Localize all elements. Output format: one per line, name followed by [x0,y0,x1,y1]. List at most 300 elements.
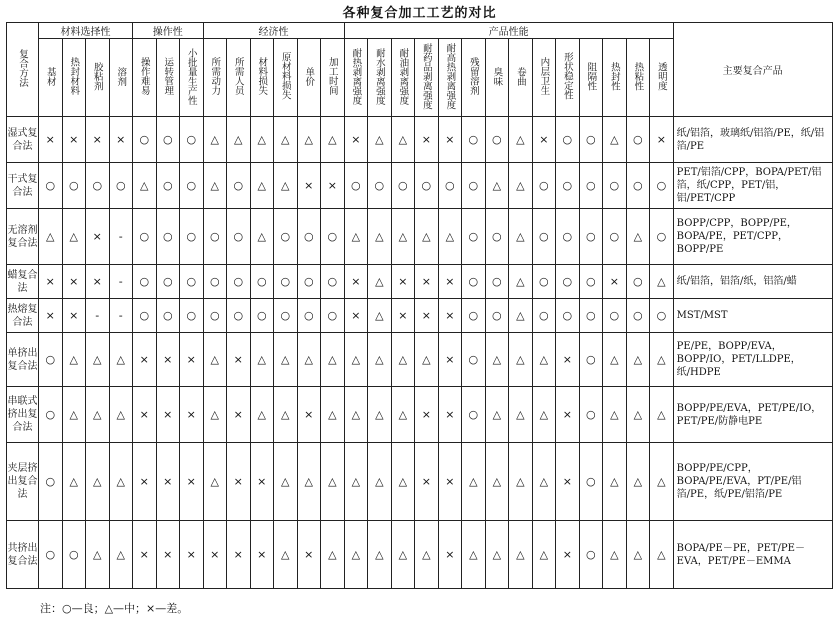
rating-symbol: ○ [468,407,479,421]
rating-cell [485,333,509,387]
rating-cell [391,333,415,387]
rating-cell [180,299,204,333]
rating-symbol: × [163,547,173,561]
rating-symbol: △ [633,547,643,561]
column-header-label: 耐水剥离强度 [373,47,385,105]
table-row [7,163,833,209]
rating-symbol: ○ [256,274,267,288]
method-cell: 串联式挤出复合法 [7,387,39,443]
rating-cell [297,163,321,209]
rating-cell [297,387,321,443]
rating-cell [415,333,439,387]
rating-symbol: △ [492,407,502,421]
rating-cell [250,209,274,265]
rating-cell [532,333,556,387]
rating-symbol: ○ [45,547,56,561]
column-header-label: 运转管理 [162,57,174,95]
rating-symbol: - [95,308,100,322]
rating-cell [203,117,227,163]
rating-symbol: △ [116,352,125,366]
rating-cell [509,521,533,589]
rating-symbol: ○ [45,352,56,366]
rating-cell [391,265,415,299]
rating-symbol: ○ [139,132,150,146]
rating-cell [650,333,674,387]
column-header-label: 热粘性 [632,61,644,91]
rating-symbol: × [304,547,314,561]
rating-cell [62,299,86,333]
rating-symbol: △ [516,474,525,488]
rating-cell [344,521,368,589]
rating-symbol: ○ [186,274,197,288]
rating-cell [62,443,86,521]
rating-symbol: △ [516,274,525,288]
rating-cell [39,299,63,333]
rating-symbol: × [163,474,173,488]
rating-symbol: ○ [256,308,267,322]
rating-symbol: ○ [445,178,455,192]
rating-cell [603,387,627,443]
rating-symbol: × [539,132,549,146]
rating-symbol: △ [375,308,384,322]
rating-symbol: △ [633,407,643,421]
table-title: 各种复合加工工艺的对比 [342,6,497,21]
column-header [297,39,321,117]
rating-cell [250,443,274,521]
rating-symbol: △ [657,474,666,488]
rating-symbol: ○ [633,132,643,146]
rating-cell [509,163,533,209]
rating-cell [156,333,180,387]
rating-cell [509,333,533,387]
rating-cell [203,265,227,299]
rating-symbol: △ [210,178,219,192]
rating-cell [485,209,509,265]
rating-symbol: ○ [233,308,244,322]
rating-cell [368,209,392,265]
rating-cell [39,117,63,163]
column-header [274,39,298,117]
rating-symbol: × [351,132,361,146]
column-header [180,39,204,117]
product-header: 主要复合产品 [673,23,832,117]
rating-symbol: ○ [609,308,620,322]
rating-symbol: ○ [633,274,643,288]
rating-cell [485,163,509,209]
rating-symbol: ○ [586,229,596,243]
rating-cell [485,299,509,333]
rating-symbol: × [45,308,55,322]
rating-cell [297,299,321,333]
rating-symbol: △ [210,474,219,488]
rating-cell [344,333,368,387]
rating-cell [274,443,298,521]
column-header-label: 热封材料 [68,57,80,95]
rating-symbol: × [139,474,149,488]
rating-cell [603,443,627,521]
rating-cell [532,163,556,209]
rating-symbol: △ [93,352,102,366]
rating-cell [626,443,650,521]
rating-symbol: △ [351,547,361,561]
rating-cell [462,117,486,163]
rating-cell [321,209,345,265]
rating-symbol: △ [516,352,525,366]
rating-cell [156,387,180,443]
group-operation: 操作性 [133,23,204,39]
method-cell: 夹层挤出复合法 [7,443,39,521]
rating-cell [297,521,321,589]
rating-cell [297,117,321,163]
rating-cell [391,209,415,265]
rating-symbol: △ [539,474,549,488]
column-header-label: 卷曲 [514,66,526,86]
rating-cell [274,163,298,209]
rating-cell [62,163,86,209]
rating-symbol: △ [210,407,219,421]
rating-symbol: △ [610,547,619,561]
product-cell: 纸/铝箔，玻璃纸/铝箔/PE，纸/铝箔/PE [673,117,832,163]
rating-symbol: ○ [586,132,596,146]
method-cell: 单挤出复合法 [7,333,39,387]
column-header [391,39,415,117]
rating-cell [415,387,439,443]
column-header [650,39,674,117]
rating-cell [133,117,157,163]
rating-symbol: △ [116,474,125,488]
rating-symbol: × [421,132,431,146]
table-row [7,387,833,443]
rating-cell [579,209,603,265]
rating-symbol: × [445,474,455,488]
rating-symbol: △ [281,407,290,421]
rating-cell [368,521,392,589]
column-header [509,39,533,117]
rating-cell [626,117,650,163]
rating-cell [626,333,650,387]
rating-cell [86,299,110,333]
rating-symbol: △ [492,547,502,561]
column-header-label: 透明度 [655,61,667,91]
rating-cell [438,387,462,443]
rating-cell [274,209,298,265]
rating-cell [227,333,251,387]
rating-cell [603,117,627,163]
rating-cell [39,333,63,387]
rating-symbol: △ [375,229,384,243]
rating-symbol: × [398,308,408,322]
rating-symbol: △ [351,407,361,421]
table-row [7,117,833,163]
rating-cell [86,117,110,163]
rating-symbol: × [233,547,243,561]
rating-symbol: ○ [139,308,150,322]
rating-cell [203,163,227,209]
column-header [368,39,392,117]
rating-symbol: △ [328,547,337,561]
rating-cell [438,209,462,265]
rating-cell [180,443,204,521]
rating-cell [297,443,321,521]
rating-symbol: × [609,274,619,288]
rating-cell [415,443,439,521]
rating-symbol: ○ [139,274,150,288]
rating-cell [109,333,133,387]
rating-cell [485,387,509,443]
column-header [203,39,227,117]
rating-symbol: ○ [656,308,667,322]
rating-cell [133,265,157,299]
rating-symbol: ○ [539,178,549,192]
rating-cell [321,521,345,589]
rating-symbol: △ [422,229,431,243]
column-header-label: 所需动力 [209,57,221,95]
rating-cell [180,209,204,265]
rating-cell [556,443,580,521]
rating-symbol: △ [328,352,337,366]
rating-symbol: △ [257,178,266,192]
rating-cell [62,521,86,589]
rating-symbol: △ [398,132,408,146]
rating-cell [650,443,674,521]
rating-cell [227,387,251,443]
rating-symbol: △ [469,474,478,488]
rating-symbol: × [562,547,572,561]
rating-cell [274,387,298,443]
rating-cell [250,163,274,209]
rating-cell [532,209,556,265]
rating-cell [227,443,251,521]
rating-cell [274,521,298,589]
rating-symbol: ○ [539,229,549,243]
product-cell: 纸/铝箔，铝箔/纸，铝箔/蜡 [673,265,832,299]
rating-cell [227,117,251,163]
table-row [7,265,833,299]
column-header-label: 耐热剥离强度 [350,47,362,105]
rating-cell [344,209,368,265]
rating-cell [133,521,157,589]
rating-symbol: △ [422,547,431,561]
rating-symbol: △ [633,352,643,366]
rating-symbol: △ [516,178,525,192]
rating-symbol: ○ [562,132,573,146]
rating-symbol: ○ [492,132,502,146]
rating-symbol: × [210,547,220,561]
rating-symbol: △ [492,474,502,488]
rating-cell [274,299,298,333]
rating-symbol: ○ [562,308,573,322]
rating-cell [579,333,603,387]
rating-symbol: × [45,274,55,288]
rating-symbol: △ [281,547,290,561]
rating-symbol: ○ [562,229,573,243]
rating-cell [62,333,86,387]
rating-symbol: ○ [280,274,291,288]
rating-cell [462,209,486,265]
rating-cell [156,521,180,589]
rating-symbol: ○ [374,178,385,192]
rating-cell [509,117,533,163]
rating-cell [250,387,274,443]
group-economy: 经济性 [203,23,344,39]
rating-symbol: × [69,132,79,146]
product-cell: PE/PE，BOPP/EVA，BOPP/IO，PET/LLDPE，纸/HDPE [673,333,832,387]
rating-symbol: △ [633,229,643,243]
rating-symbol: △ [351,474,361,488]
rating-cell [156,163,180,209]
rating-cell [62,209,86,265]
rating-cell [556,265,580,299]
rating-symbol: △ [69,352,78,366]
rating-cell [344,265,368,299]
rating-cell [485,265,509,299]
rating-symbol: △ [257,132,266,146]
rating-symbol: ○ [398,178,408,192]
rating-cell [650,163,674,209]
rating-cell [274,117,298,163]
rating-symbol: × [139,352,149,366]
column-header-label: 操作难易 [138,57,150,95]
rating-cell [556,209,580,265]
rating-cell [438,265,462,299]
rating-cell [650,117,674,163]
column-header [579,39,603,117]
rating-symbol: △ [398,352,408,366]
column-header [109,39,133,117]
rating-symbol: ○ [68,547,79,561]
column-header [156,39,180,117]
rating-symbol: ○ [162,132,173,146]
column-header [603,39,627,117]
rating-symbol: ○ [186,178,197,192]
rating-symbol: △ [375,274,384,288]
rating-cell [39,163,63,209]
rating-symbol: △ [539,407,549,421]
rating-cell [462,521,486,589]
rating-cell [250,117,274,163]
rating-symbol: ○ [280,229,291,243]
comparison-table [6,22,833,589]
rating-cell [626,163,650,209]
rating-cell [485,521,509,589]
rating-cell [321,265,345,299]
rating-symbol: ○ [233,178,244,192]
rating-cell [227,265,251,299]
rating-cell [415,265,439,299]
column-header [344,39,368,117]
rating-cell [579,443,603,521]
legend-note: 注：○—良；△—中；×—差。 [40,602,189,615]
rating-symbol: × [186,352,196,366]
rating-symbol: × [186,547,196,561]
rating-cell [109,387,133,443]
rating-symbol: ○ [562,178,573,192]
rating-symbol: ○ [586,547,596,561]
rating-cell [297,333,321,387]
rating-cell [86,209,110,265]
rating-cell [556,521,580,589]
rating-cell [556,387,580,443]
rating-symbol: △ [234,132,243,146]
rating-symbol: ○ [492,308,502,322]
rating-symbol: ○ [633,308,643,322]
rating-symbol: × [421,407,431,421]
rating-symbol: × [233,352,243,366]
rating-symbol: ○ [186,308,197,322]
rating-symbol: △ [281,352,290,366]
rating-symbol: △ [539,352,549,366]
column-header [86,39,110,117]
rating-cell [438,521,462,589]
rating-symbol: ○ [162,178,173,192]
rating-symbol: ○ [609,229,620,243]
rating-cell [344,299,368,333]
rating-cell [39,387,63,443]
rating-cell [86,521,110,589]
rating-cell [415,521,439,589]
rating-symbol: × [257,474,267,488]
rating-symbol: △ [375,352,384,366]
rating-cell [532,521,556,589]
rating-cell [180,333,204,387]
rating-cell [462,333,486,387]
rating-cell [156,265,180,299]
rating-symbol: × [421,474,431,488]
column-header-label: 臭味 [491,66,503,86]
column-header-label: 残留溶剂 [467,57,479,95]
rating-symbol: ○ [468,274,479,288]
method-cell: 无溶剂复合法 [7,209,39,265]
rating-symbol: △ [469,547,478,561]
rating-symbol: △ [351,229,361,243]
rating-cell [39,521,63,589]
column-header [485,39,509,117]
column-header-label: 阻隔性 [585,61,597,91]
rating-cell [250,333,274,387]
rating-cell [297,209,321,265]
rating-symbol: △ [116,547,125,561]
rating-cell [86,265,110,299]
rating-cell [368,333,392,387]
rating-cell [180,265,204,299]
method-cell: 共挤出复合法 [7,521,39,589]
rating-symbol: ○ [586,474,596,488]
rating-symbol: △ [304,132,313,146]
rating-symbol: × [69,308,79,322]
rating-symbol: △ [46,229,55,243]
rating-symbol: ○ [209,229,220,243]
column-header-label: 热封性 [608,61,620,91]
rating-cell [626,209,650,265]
rating-cell [556,117,580,163]
rating-symbol: ○ [186,132,197,146]
rating-symbol: △ [69,229,78,243]
column-header [532,39,556,117]
rating-cell [579,299,603,333]
rating-symbol: △ [281,178,290,192]
rating-symbol: △ [257,352,266,366]
rating-cell [626,521,650,589]
column-header [556,39,580,117]
rating-cell [133,299,157,333]
rating-symbol: ○ [586,407,596,421]
column-header-label: 耐药品剥离强度 [420,42,432,110]
rating-cell [579,521,603,589]
rating-symbol: △ [93,407,102,421]
rating-symbol: × [656,132,666,146]
rating-cell [86,333,110,387]
rating-symbol: △ [516,407,525,421]
